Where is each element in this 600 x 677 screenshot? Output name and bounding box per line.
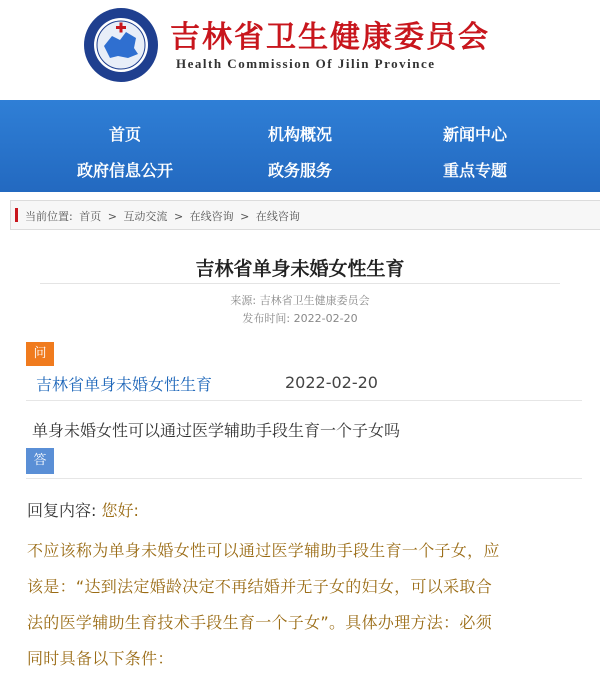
source-value: 吉林省卫生健康委员会 xyxy=(259,294,370,307)
breadcrumb xyxy=(10,200,600,230)
main-nav xyxy=(0,100,600,192)
commission-logo-icon xyxy=(82,6,160,84)
date-value: 2022-02-20 xyxy=(293,312,358,325)
answer-divider xyxy=(26,478,582,479)
question-badge: 问 xyxy=(26,342,54,366)
nav-item-news[interactable]: 新闻中心 xyxy=(442,125,507,144)
answer-badge: 答 xyxy=(26,448,54,474)
page-title: 吉林省单身未婚女性生育 xyxy=(195,258,405,280)
breadcrumb-label: 当前位置: xyxy=(25,210,73,223)
nav-item-organization[interactable]: 机构概况 xyxy=(267,125,332,144)
nav-item-topics[interactable]: 重点专题 xyxy=(442,161,507,180)
article-date xyxy=(0,310,600,326)
breadcrumb-item-consult[interactable]: 在线咨询 xyxy=(189,210,234,223)
breadcrumb-item-home[interactable]: 首页 xyxy=(79,210,102,223)
source-label: 来源: xyxy=(230,294,257,307)
breadcrumb-item-interaction[interactable]: 互动交流 xyxy=(123,210,168,223)
date-label: 发布时间: xyxy=(242,312,291,325)
reply-header xyxy=(27,498,139,521)
title-divider xyxy=(40,283,560,284)
answer-line: 同时具备以下条件： xyxy=(27,649,174,668)
nav-item-gov-info[interactable]: 政府信息公开 xyxy=(76,161,173,180)
question-text: 单身未婚女性可以通过医学辅助手段生育一个子女吗 xyxy=(32,421,401,440)
reply-label: 回复内容: xyxy=(27,501,97,520)
breadcrumb-separator: > xyxy=(240,210,250,223)
reply-greeting: 您好: xyxy=(101,501,139,520)
site-title: 吉林省卫生健康委员会 xyxy=(170,20,490,55)
answer-line: 不应该称为单身未婚女性可以通过医学辅助手段生育一个子女，应 xyxy=(27,541,500,560)
site-subtitle: Health Commission Of Jilin Province xyxy=(176,56,436,71)
answer-line: 法的医学辅助生育技术手段生育一个子女”。具体办理方法：必须 xyxy=(27,613,492,632)
nav-item-services[interactable]: 政务服务 xyxy=(267,161,332,180)
article-source xyxy=(0,292,600,308)
nav-item-home[interactable]: 首页 xyxy=(108,125,141,144)
breadcrumb-item-consult-current[interactable]: 在线咨询 xyxy=(255,210,300,223)
question-title: 吉林省单身未婚女性生育 xyxy=(36,375,213,394)
question-date: 2022-02-20 xyxy=(285,373,378,392)
site-header xyxy=(0,0,600,96)
breadcrumb-separator: > xyxy=(173,210,184,223)
answer-line: 该是：“达到法定婚龄决定不再结婚并无子女的妇女，可以采取合 xyxy=(27,577,492,596)
breadcrumb-separator: > xyxy=(107,210,117,223)
breadcrumb-trail xyxy=(25,208,303,224)
question-divider xyxy=(26,400,582,401)
breadcrumb-marker xyxy=(15,208,18,222)
